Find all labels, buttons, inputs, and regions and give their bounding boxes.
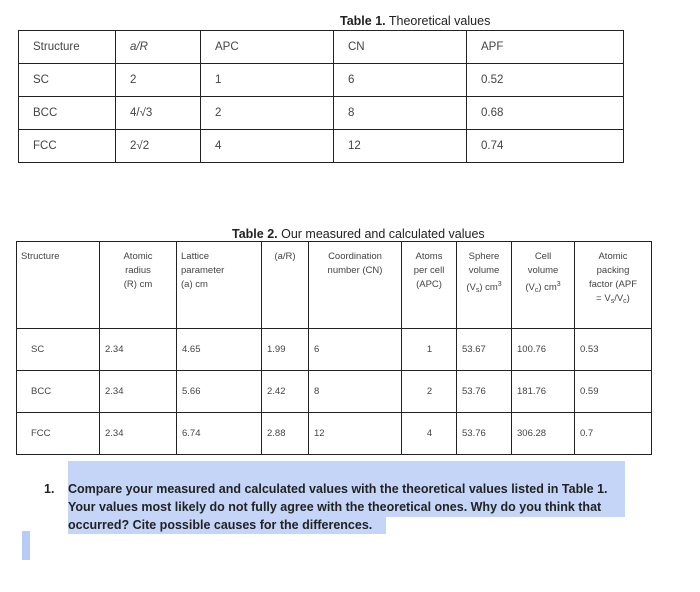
table-cell: 6 [334, 64, 467, 97]
measured-values-table [16, 241, 652, 455]
table-cell: 306.28 [512, 413, 575, 455]
table-cell: SC [17, 329, 100, 371]
table-cell: 6 [309, 329, 402, 371]
table-cell: 1 [201, 64, 334, 97]
header-cell: (a/R) [262, 242, 309, 329]
table-cell: 0.52 [467, 64, 624, 97]
header-cell: APC [201, 31, 334, 64]
table-cell: 4 [402, 413, 457, 455]
table-cell: 2.34 [100, 329, 177, 371]
table2-caption [232, 227, 485, 241]
table-cell: 0.74 [467, 130, 624, 163]
table-cell: BCC [19, 97, 116, 130]
table-header-row [17, 242, 652, 329]
table-cell: 4.65 [177, 329, 262, 371]
table-cell: BCC [17, 371, 100, 413]
header-cell: Atomic radius (R) cm [100, 242, 177, 329]
question-line: occurred? Cite possible causes for the differences. [68, 518, 373, 532]
table-cell: 53.76 [457, 413, 512, 455]
table-cell: 0.7 [575, 413, 652, 455]
table-cell: 4 [201, 130, 334, 163]
table-cell: 2 [201, 97, 334, 130]
table-cell: SC [19, 64, 116, 97]
table-cell: 0.53 [575, 329, 652, 371]
question-line: Compare your measured and calculated values with the theoretical values listed in Table 1. [68, 482, 608, 496]
table-row [17, 371, 652, 413]
table2-caption-text: Our measured and calculated values [277, 227, 485, 241]
text-cursor [22, 531, 30, 560]
question-text[interactable] [68, 480, 648, 534]
table-cell: 100.76 [512, 329, 575, 371]
question-line: Your values most likely do not fully agree with the theoretical ones. Why do you think that [68, 500, 602, 514]
table-cell: 2√2 [116, 130, 201, 163]
table-cell: 0.68 [467, 97, 624, 130]
header-cell: Structure [19, 31, 116, 64]
header-cell: Lattice parameter (a) cm [177, 242, 262, 329]
table2-caption-label: Table 2. [232, 227, 278, 241]
header-cell: Atomic packing factor (APF = $V_s/V_c$) [575, 242, 652, 329]
table1-caption-text: Theoretical values [385, 14, 491, 28]
table-cell: FCC [17, 413, 100, 455]
table-cell: FCC [19, 130, 116, 163]
table1-caption [340, 14, 490, 28]
theoretical-values-table [18, 30, 624, 163]
table1-caption-label: Table 1. [340, 14, 386, 28]
header-cell: Structure [17, 242, 100, 329]
table-cell: 2.88 [262, 413, 309, 455]
table-cell: 1 [402, 329, 457, 371]
table-cell: 12 [334, 130, 467, 163]
table-cell: 4/√3 [116, 97, 201, 130]
header-cell: CN [334, 31, 467, 64]
header-cell: Cell volume $(V_c)$ $cm^3$ [512, 242, 575, 329]
table-row [17, 413, 652, 455]
table-cell: 2 [116, 64, 201, 97]
table-row [19, 97, 624, 130]
table-header-row [19, 31, 624, 64]
header-cell: Atoms per cell (APC) [402, 242, 457, 329]
table-cell: 8 [309, 371, 402, 413]
question-number: 1. [44, 482, 55, 496]
table-row [19, 130, 624, 163]
header-cell: a/R [116, 31, 201, 64]
table-cell: 53.67 [457, 329, 512, 371]
table-cell: 6.74 [177, 413, 262, 455]
table-cell: 5.66 [177, 371, 262, 413]
table-row [19, 64, 624, 97]
table-cell: 12 [309, 413, 402, 455]
table-cell: 2 [402, 371, 457, 413]
table-cell: 53.76 [457, 371, 512, 413]
header-cell: Coordination number (CN) [309, 242, 402, 329]
table-cell: 2.34 [100, 413, 177, 455]
header-cell: Sphere volume $(V_s)$ $cm^3$ [457, 242, 512, 329]
table-row [17, 329, 652, 371]
table-cell: 2.42 [262, 371, 309, 413]
header-cell: APF [467, 31, 624, 64]
table-cell: 181.76 [512, 371, 575, 413]
table-cell: 8 [334, 97, 467, 130]
table-cell: 0.59 [575, 371, 652, 413]
table-cell: 1.99 [262, 329, 309, 371]
table-cell: 2.34 [100, 371, 177, 413]
